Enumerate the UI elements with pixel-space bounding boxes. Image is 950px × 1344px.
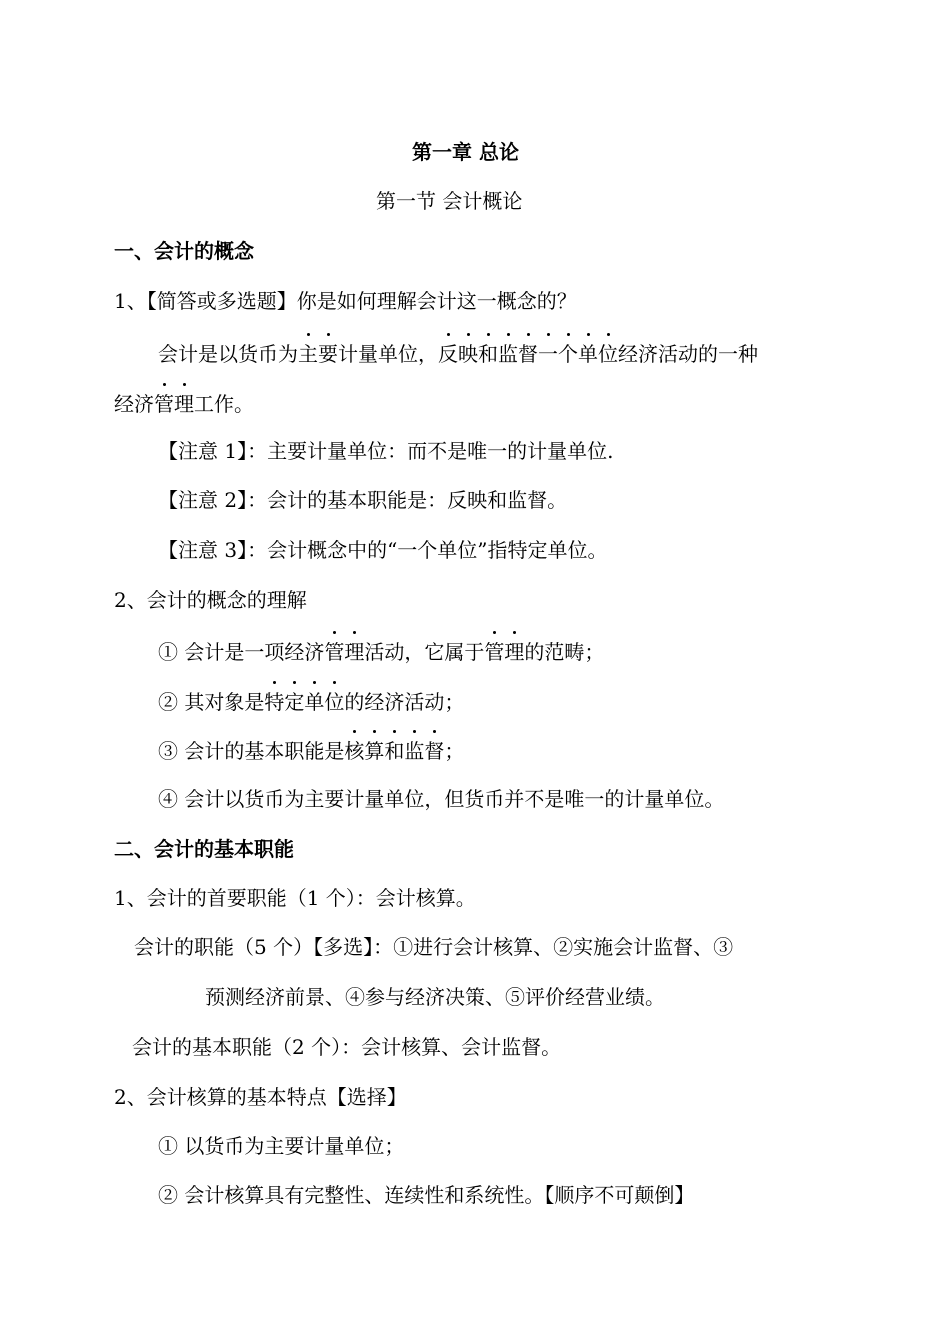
note-2: 【注意 2】：会计的基本职能是：反映和监督。	[158, 488, 568, 512]
emphasis-char: 个	[558, 342, 578, 366]
emphasis-char: 位	[598, 342, 618, 366]
emphasis-char: 管	[154, 392, 174, 416]
text-segment: 计量单位，	[338, 342, 438, 366]
feature-1: ① 以货币为主要计量单位；	[158, 1134, 405, 1158]
function-primary: 1、会计的首要职能（1 个）：会计核算。	[114, 886, 476, 910]
emphasis-char: 映	[458, 342, 478, 366]
text-segment: 工作。	[194, 392, 254, 416]
emphasis-char: 要	[318, 342, 338, 366]
accounting-features-heading: 2、会计核算的基本特点【选择】	[114, 1085, 407, 1109]
section-title: 第一节 会计概论	[376, 189, 523, 213]
emphasis-char: 特	[264, 690, 285, 714]
heading-functions: 二、会计的基本职能	[114, 837, 294, 861]
emphasis-char: 单	[578, 342, 598, 366]
text-segment: ；	[444, 739, 465, 763]
text-segment: ③ 会计的基本职能是	[158, 739, 345, 763]
function-list-line-1: 会计的职能（5 个）【多选】：①进行会计核算、②实施会计监督、③	[134, 935, 734, 959]
definition-line-2	[114, 392, 254, 416]
emphasis-dots-text	[438, 342, 618, 366]
emphasis-char: 理	[174, 392, 194, 416]
feature-2: ② 会计核算具有完整性、连续性和系统性。【顺序不可颠倒】	[158, 1183, 695, 1207]
function-basic: 会计的基本职能（2 个）：会计核算、会计监督。	[132, 1035, 562, 1059]
text-segment: 的经济活动；	[344, 690, 465, 714]
emphasis-dots-text	[324, 640, 364, 664]
emphasis-dots-text	[484, 640, 524, 664]
text-segment: 会计是以货币为	[158, 342, 298, 366]
point-2	[158, 690, 464, 714]
emphasis-char: 监	[498, 342, 518, 366]
emphasis-char: 和	[384, 739, 405, 763]
emphasis-char: 理	[344, 640, 365, 664]
question-1: 1、【简答或多选题】你是如何理解会计这一概念的？	[114, 289, 577, 313]
point-3	[158, 739, 464, 763]
emphasis-char: 反	[438, 342, 458, 366]
emphasis-char: 督	[518, 342, 538, 366]
point-4: ④ 会计以货币为主要计量单位，但货币并不是唯一的计量单位。	[158, 787, 725, 811]
text-segment: 经济	[114, 392, 154, 416]
text-segment: 经济活动的一种	[618, 342, 758, 366]
emphasis-char: 算	[364, 739, 385, 763]
emphasis-char: 主	[298, 342, 318, 366]
emphasis-char: 单	[304, 690, 325, 714]
emphasis-char: 一	[538, 342, 558, 366]
emphasis-dots-text	[298, 342, 338, 366]
text-segment: ① 会计是一项经济	[158, 640, 325, 664]
chapter-title: 第一章 总论	[412, 140, 519, 164]
emphasis-char: 督	[424, 739, 445, 763]
text-segment: 的范畴；	[524, 640, 605, 664]
heading-concept: 一、会计的概念	[114, 239, 254, 263]
emphasis-char: 监	[404, 739, 425, 763]
emphasis-dots-text	[344, 739, 444, 763]
emphasis-char: 管	[484, 640, 505, 664]
note-3: 【注意 3】：会计概念中的“一个单位”指特定单位。	[158, 538, 608, 562]
text-segment: ② 其对象是	[158, 690, 265, 714]
note-1: 【注意 1】：主要计量单位：而不是唯一的计量单位.	[158, 439, 614, 463]
point-1	[158, 640, 604, 664]
emphasis-char: 管	[324, 640, 345, 664]
emphasis-char: 和	[478, 342, 498, 366]
definition-line-1	[158, 342, 758, 366]
emphasis-dots-text	[264, 690, 344, 714]
text-segment: 活动，它属于	[364, 640, 485, 664]
emphasis-char: 位	[324, 690, 345, 714]
emphasis-char: 理	[504, 640, 525, 664]
question-2: 2、会计的概念的理解	[114, 588, 307, 612]
emphasis-char: 核	[344, 739, 365, 763]
function-list-line-2: 预测经济前景、④参与经济决策、⑤评价经营业绩。	[205, 985, 665, 1009]
emphasis-char: 定	[284, 690, 305, 714]
emphasis-dots-text	[154, 392, 194, 416]
